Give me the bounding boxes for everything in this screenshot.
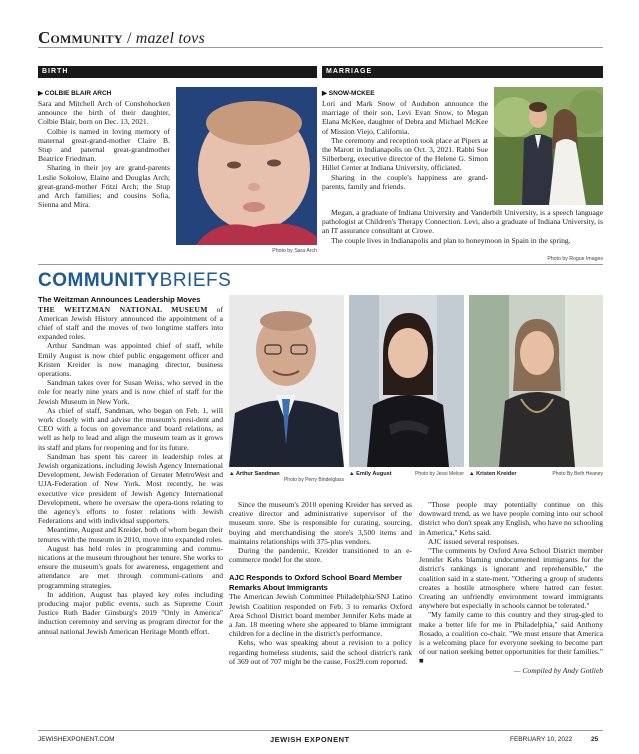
birth-bar: BIRTH <box>38 66 317 78</box>
ajc-article-start <box>229 592 412 666</box>
lead-rest: of American Jewish History announced the appointment of a chief of staff and the moves of two longtime staffers into expanded roles. <box>38 304 223 342</box>
compiled-by: — Compiled by Andy Gotlieb <box>513 665 603 675</box>
footer-date: FEBRUARY 10, 2022 <box>510 736 573 743</box>
marriage-bar: MARRIAGE <box>322 66 603 78</box>
paragraph: AJC issued several responses. <box>428 536 520 546</box>
caption-2-name: ▲ Emily August <box>349 471 392 477</box>
birth-article <box>38 99 170 209</box>
briefs-column-2 <box>229 500 412 666</box>
headline-ajc: AJC Responds to Oxford School Board Member Remarks About Immigrants <box>229 573 402 592</box>
paragraph: Megan, a graduate of Indiana University and Vanderbilt University, is a speech language pathologist at Children's Therapy Connection. Levi, also a graduate of Indiana University, is an IT assurance consultant at Crowe. <box>322 208 603 236</box>
ajc-article-continued <box>419 500 603 666</box>
briefs-title-light: BRIEFS <box>159 270 232 291</box>
briefs-column-1 <box>38 295 223 636</box>
marriage-article-top <box>322 99 488 191</box>
paragraph: Since the museum's 2010 opening Kreider has served as creative director and administrative supervisor of the museum store. She is responsible for curating, sourcing, buying and merchandising the store's 3,500 items and maintains relationships with 375-plus vendors. <box>229 500 412 546</box>
paragraph: Lori and Mark Snow of Audubon announce the marriage of their son, Levi Evan Snow, to Megan Elana McKee, daughter of Debra and Michael McKee of Mission Viejo, California. <box>322 99 488 136</box>
paragraph: The couple lives in Indianapolis and plan to honeymoon in Spain in the spring. <box>331 235 571 245</box>
caption-3-name: ▲ Kristen Kreider <box>469 471 517 477</box>
couple-photo <box>494 87 603 205</box>
section-title: Community <box>38 28 123 47</box>
marriage-photo-credit: Photo by Rogue Images <box>547 256 603 262</box>
lead-caps: THE WEITZMAN NATIONAL MUSEUM <box>38 304 208 314</box>
paragraph: Sandman has spent his career in leadership roles at Jewish organizations, including Jewish Agency International Development, Jewish Federation of Greater MetroWest and UJA-Federation of New York. Most recently, he was executive vice president of Jewish Agency International Development, where he oversaw the opera-tions relating to the agency's efforts to foster relations with Jewish Federations and with individual supporters. <box>38 451 223 526</box>
briefs-rule <box>38 264 603 265</box>
paragraph: August has held roles in programming and commu-nications at the museum throughout her tenure. She works to ensure the museum's goals for awareness, engagement and attendance are met through communi-cations and programming strategies. <box>38 543 223 590</box>
headline-weitzman: The Weitzman Announces Leadership Moves <box>38 295 201 304</box>
briefs-column-3 <box>419 500 603 675</box>
weitzman-lead <box>38 305 223 342</box>
paragraph: Colbie is named in loving memory of maternal great-grand-mother Claire B. Stup and paternal great-grandmother Beatrice Friedman. <box>38 126 170 164</box>
couple-photo-illustration <box>494 87 603 205</box>
portrait-3-illustration <box>469 295 603 467</box>
portrait-arthur-sandman <box>229 295 344 467</box>
paragraph: The ceremony and reception took place at Pipers at the Marott in Indianapolis on Oct. 3, 2021. Rabbi Sue Silberberg, executive director of the Helene G. Simon Hillel Center at Indiana University, officiated. <box>322 135 488 173</box>
caption-1-name: ▲ Arthur Sandman <box>229 471 280 477</box>
section-separator: / <box>122 30 136 47</box>
paragraph: The American Jewish Committee Philadelphia/SNJ Latino Jewish Coalition responded on Feb. 3 to remarks Oxford Area School District board member Jennifer Kehs made at a Jan. 18 meeting where she appeared to blame immigrant children for a decline in the district's performance. <box>229 592 412 639</box>
briefs-title-bold: COMMUNITY <box>38 270 160 291</box>
section-header <box>38 28 205 48</box>
footer-publication: JEWISH EXPONENT <box>270 735 350 744</box>
briefs-title <box>38 270 231 292</box>
marriage-byline: ▶ SNOW-MCKEE <box>322 90 375 97</box>
portrait-1-illustration <box>229 295 344 467</box>
weitzman-article <box>38 305 223 636</box>
footer-rule <box>38 730 603 731</box>
paragraph: In addition, August has played key roles including producing major public events, such as Supreme Court Justice Ruth Bader Ginsburg's 2019 "Only in America" induction ceremony and serving as program director for the annual national Jewish American Heritage Month effort. <box>38 589 223 636</box>
paragraph: Arthur Sandman was appointed chief of staff, while Emily August is now chief public engagement officer and Kristen Kreider is now managing director, business operations. <box>38 341 223 378</box>
caption-1 <box>229 471 344 483</box>
birth-byline: ▶ COLBIE BLAIR ARCH <box>38 90 112 97</box>
footer-website: JEWISHEXPONENT.COM <box>38 736 115 743</box>
paragraph: Sharing in their joy are grand-parents Leslie Sokolow, Elaine and Douglas Arch; great-grand-mother Fritzi Arch; the Stup and Arch families; and cousins Sofia, Sienna and Mira. <box>38 163 170 210</box>
paragraph: Sara and Mitchell Arch of Conshohocken announce the birth of their daughter, Colbie Blair, born on Dec. 13, 2021. <box>38 99 170 127</box>
baby-photo-illustration <box>176 87 317 245</box>
caption-1-credit: Photo by Perry Bindelglass <box>283 477 344 483</box>
paragraph: "Those people may potentially continue on this downward trend, as we have people coming into our school district who don't speak any English, who have no schooling in America," Kehs said. <box>419 500 604 537</box>
caption-2 <box>349 471 464 477</box>
caption-3 <box>469 471 603 477</box>
footer-page-number: 25 <box>591 736 599 743</box>
baby-photo <box>176 87 317 245</box>
header-rule <box>38 47 603 48</box>
paragraph: Sandman takes over for Susan Weiss, who served in the role for nearly nine years and is now chief of staff for the Jewish Museum in New York. <box>38 378 223 406</box>
caption-3-credit: Photo By Beth Heaney <box>552 471 603 477</box>
paragraph: "The comments by Oxford Area School District member Jennifer Kehs blaming undocumented immigrants for the district's rankings is ignorant and reprehensible," the coalition said in a state-ment. "Othering a group of students creates a hostile atmosphere where hatred can fester. Creating an unfriendly environment toward immigrants anywhere but especially in schools cannot be tolerated." <box>419 546 603 611</box>
paragraph: "My family came to this country and they strug-gled to make a better life for me in Philadelphia," said Anthony Rosado, a coalition co-chair. "We must ensure that America is a welcoming place for everyone seeking to become part of our nation seeking better opportunities for their families." ■ <box>419 610 603 666</box>
kreider-article <box>229 500 412 564</box>
portrait-emily-august <box>349 295 464 467</box>
paragraph: As chief of staff, Sandman, who began on Feb. 1, will work closely with and advise the museum's presi-dent and CEO with a focus on governance and board relations, as well as help to lead and align the museum team as it grows its staff and plans for reopening and for its future. <box>38 405 223 452</box>
birth-photo-credit: Photo by Sara Arch <box>272 248 317 254</box>
portrait-kristen-kreider <box>469 295 603 467</box>
section-subtitle: mazel tovs <box>135 30 205 47</box>
marriage-article-bottom <box>322 208 603 245</box>
portrait-2-illustration <box>349 295 464 467</box>
paragraph: Meantime, August and Kreider, both of whom began their tenures with the museum in 2010, move into expanded roles. <box>38 525 223 544</box>
paragraph: Kehs, who was speaking about a revision to a policy regarding homeless students, said the school district's rank of 369 out of 707 might be the cause, Fox29.com reported. <box>229 638 412 666</box>
caption-2-credit: Photo by Jessi Melcer <box>415 471 464 477</box>
paragraph: During the pandemic, Kreider transitioned to an e-commerce model for the store. <box>229 546 412 565</box>
paragraph: Sharing in the couple's happiness are grand-parents, family and friends. <box>322 172 488 191</box>
